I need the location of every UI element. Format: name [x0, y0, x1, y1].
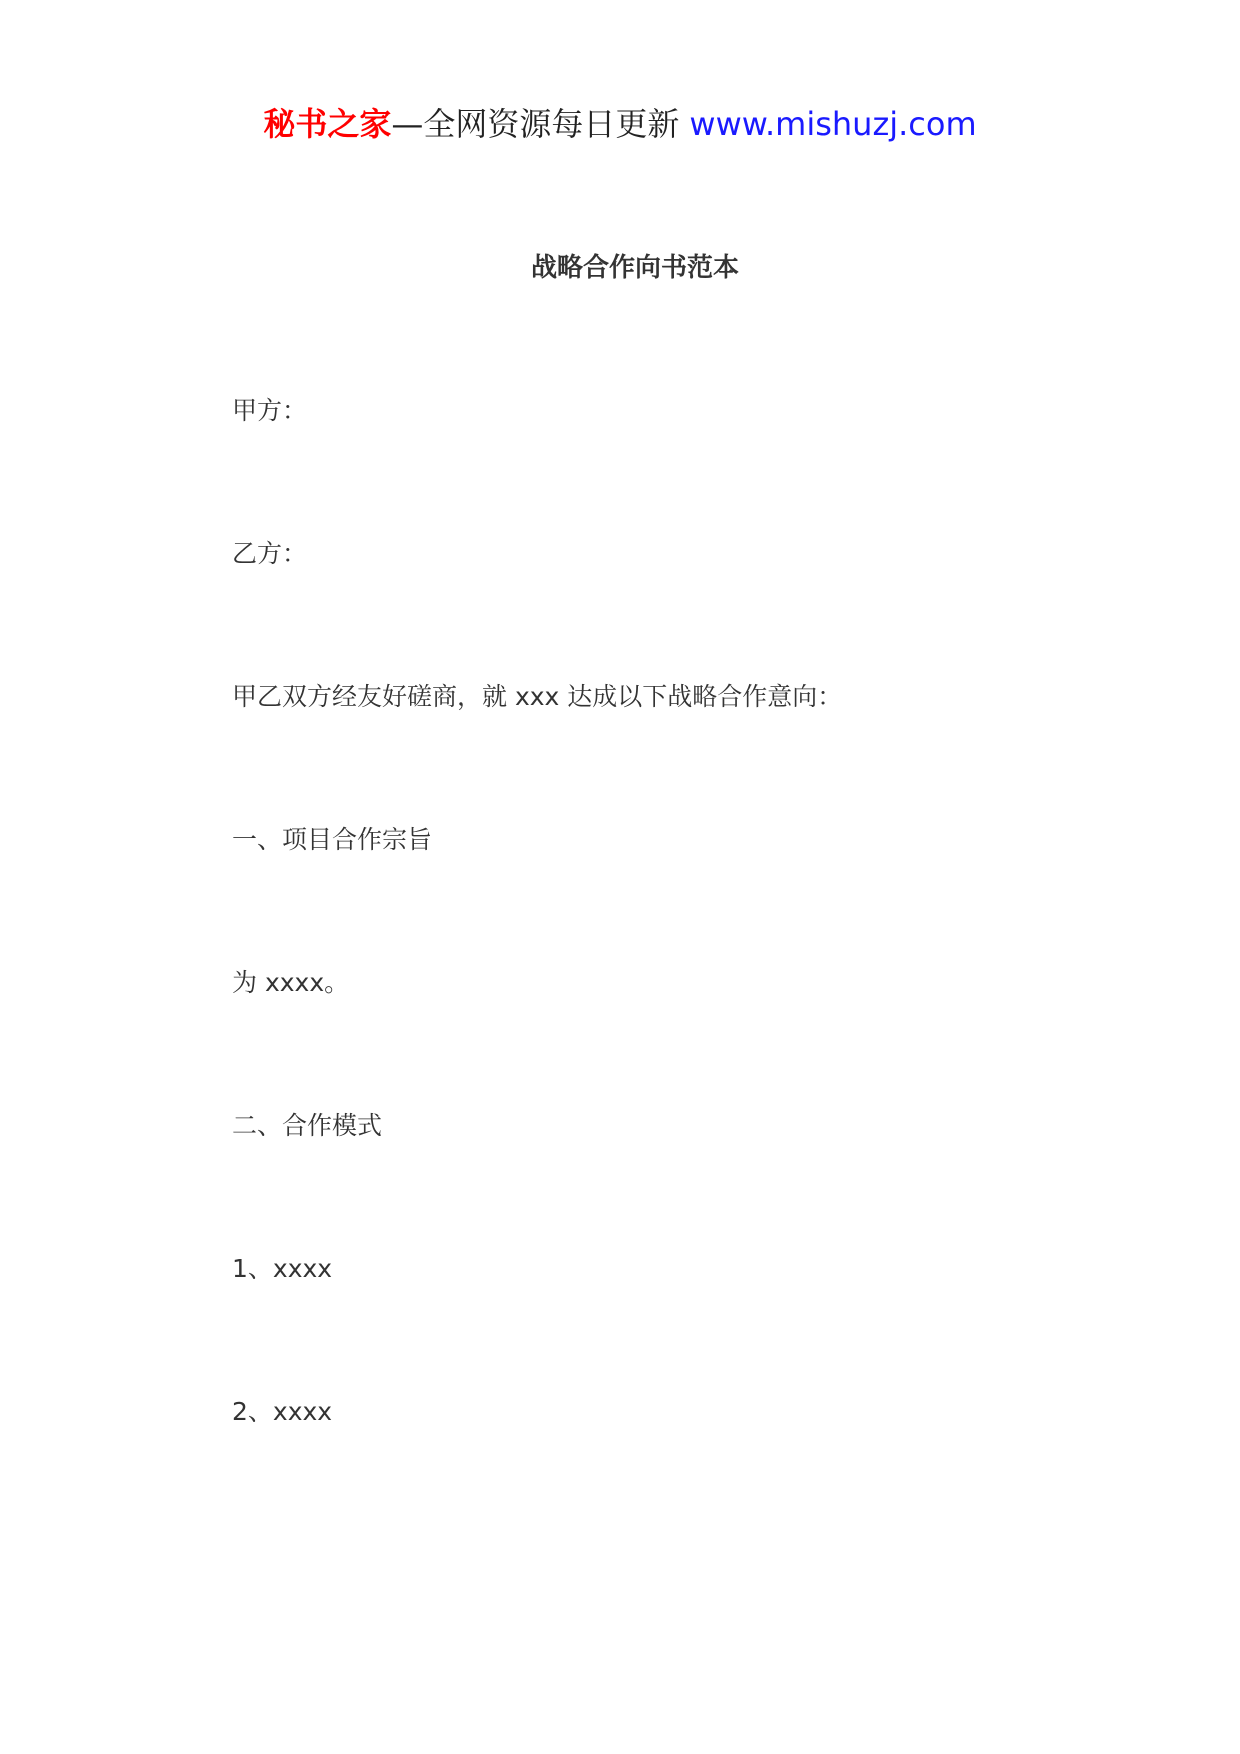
brand-name: 秘书之家 — [263, 105, 392, 143]
document-title: 战略合作向书范本 — [530, 253, 739, 283]
party-b-label: 乙方： — [232, 539, 308, 568]
site-header — [0, 100, 1240, 148]
site-slogan: —全网资源每日更新 — [391, 105, 680, 143]
section-heading-purpose: 一、项目合作宗旨 — [232, 825, 433, 854]
intro-paragraph: 甲乙双方经友好磋商，就 xxx 达成以下战略合作意向： — [232, 682, 843, 711]
party-a-label: 甲方： — [232, 396, 308, 425]
mode-item-1: 1、xxxx — [232, 1254, 333, 1283]
site-url-link[interactable]: www.mishuzj.com — [689, 105, 977, 143]
mode-item-2: 2、xxxx — [232, 1397, 333, 1426]
section-heading-mode: 二、合作模式 — [232, 1111, 383, 1140]
purpose-text: 为 xxxx。 — [232, 968, 350, 997]
